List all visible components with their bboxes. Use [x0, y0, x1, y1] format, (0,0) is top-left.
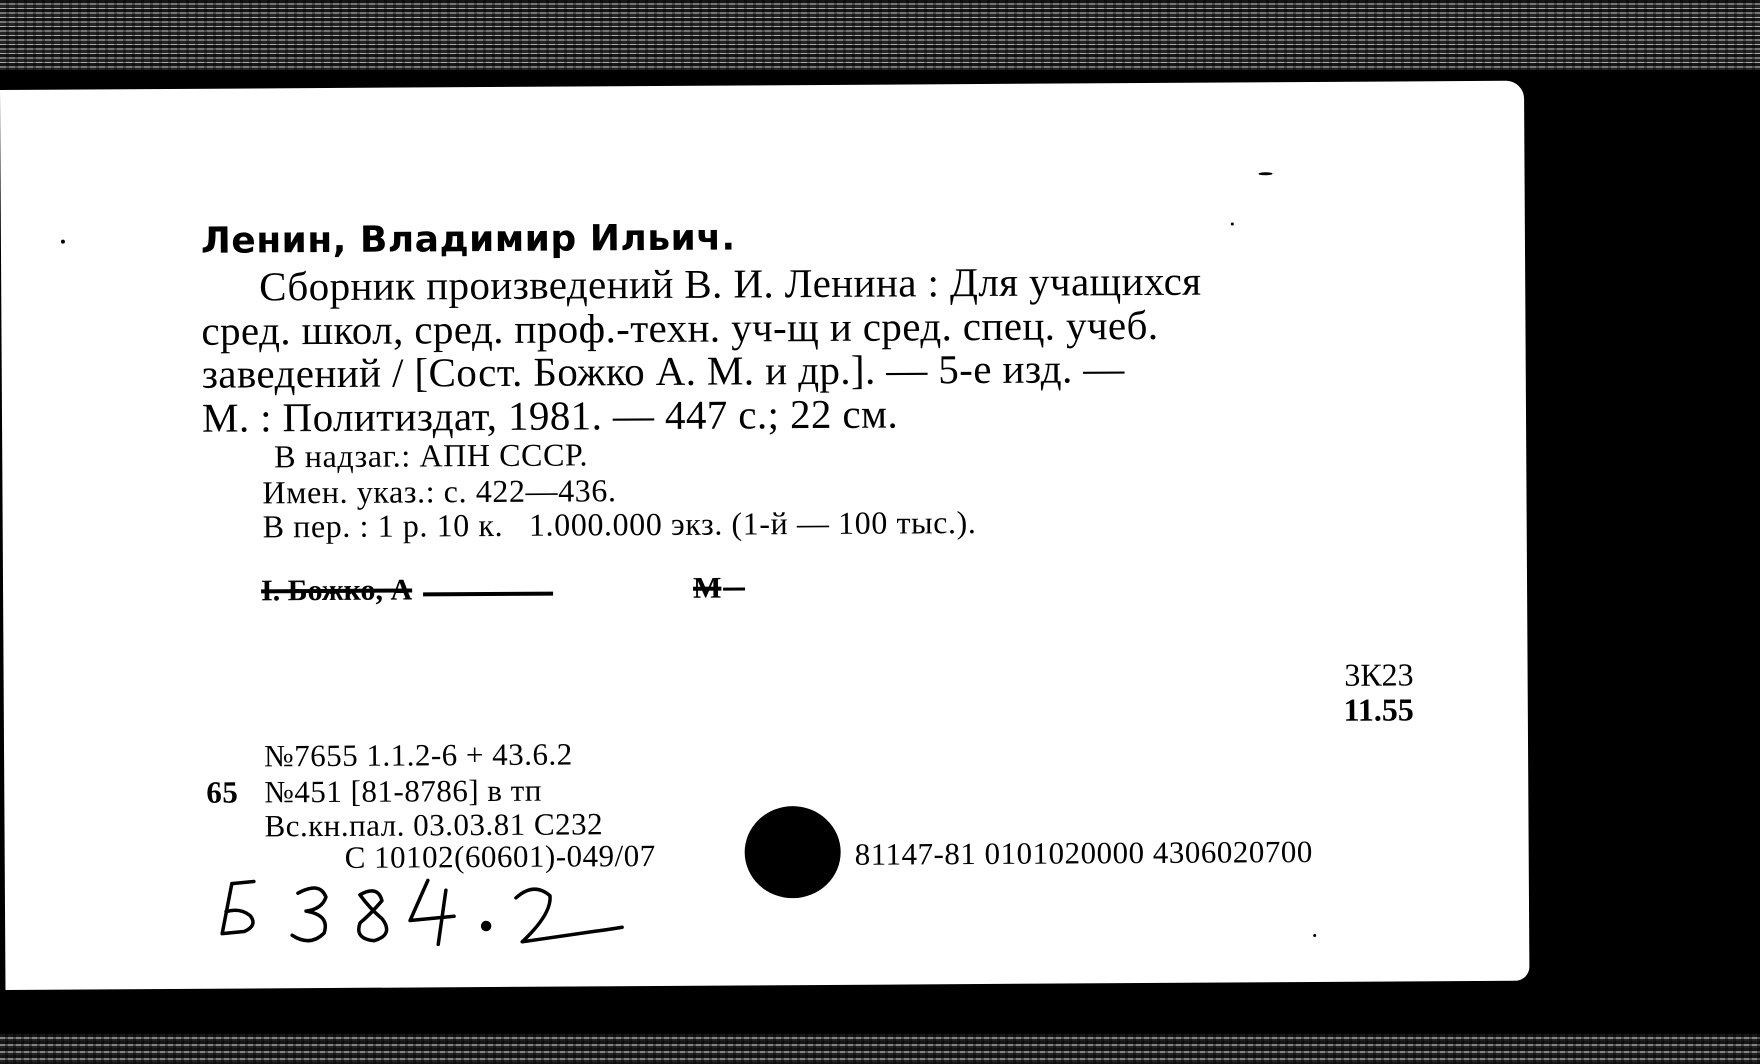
note-name-index: Имен. указ.: с. 422—436. [262, 472, 617, 511]
classification-number: 11.55 [1343, 691, 1414, 728]
scan-speck [1259, 172, 1273, 175]
classification-code: 3К23 [1344, 656, 1414, 693]
title-line-2: сред. школ, сред. проф.-техн. уч-щ и сред. спец. учеб. [201, 301, 1159, 354]
strike-line [723, 587, 745, 590]
card-punch-hole [744, 806, 841, 899]
scanner-noise-top [0, 0, 1760, 70]
note-header-title: В надзаг.: АПН СССР. [274, 436, 589, 475]
publisher-line-4: С 10102(60601)-049/07 [344, 838, 656, 875]
struck-entry-compiler: I. Божко, А [260, 573, 413, 608]
strike-line [423, 592, 553, 597]
library-catalog-card [0, 81, 1529, 990]
scan-speck [1231, 222, 1234, 225]
handwritten-shelfmark [210, 861, 671, 964]
publisher-line-4-right: 81147-81 0101020000 4306020700 [854, 833, 1313, 872]
title-line-4: М. : Политиздат, 1981. — 447 с.; 22 см. [201, 390, 899, 441]
author-heading: Ленин, Владимир Ильич. [200, 217, 736, 262]
title-line-3: заведений / [Сост. Божко А. М. и др.]. — 5-е изд. — [201, 345, 1125, 397]
publisher-line-2: №451 [81-8786] в тп [264, 772, 542, 810]
note-price-print-run: В пер. : 1 р. 10 к. 1.000.000 экз. (1-й — 100 тыс.). [262, 504, 977, 545]
scan-speck [1313, 934, 1316, 937]
publisher-line-2-prefix: 65 [206, 774, 239, 810]
publisher-line-1: №7655 1.1.2-6 + 43.6.2 [263, 736, 573, 774]
scanner-noise-bottom [0, 1034, 1760, 1064]
publisher-line-3: Вс.кн.пал. 03.03.81 С232 [264, 806, 604, 844]
title-line-1: Сборник произведений В. И. Ленина : Для учащихся [259, 257, 1202, 310]
scan-speck [61, 240, 65, 244]
struck-entry-m: М [692, 571, 722, 605]
